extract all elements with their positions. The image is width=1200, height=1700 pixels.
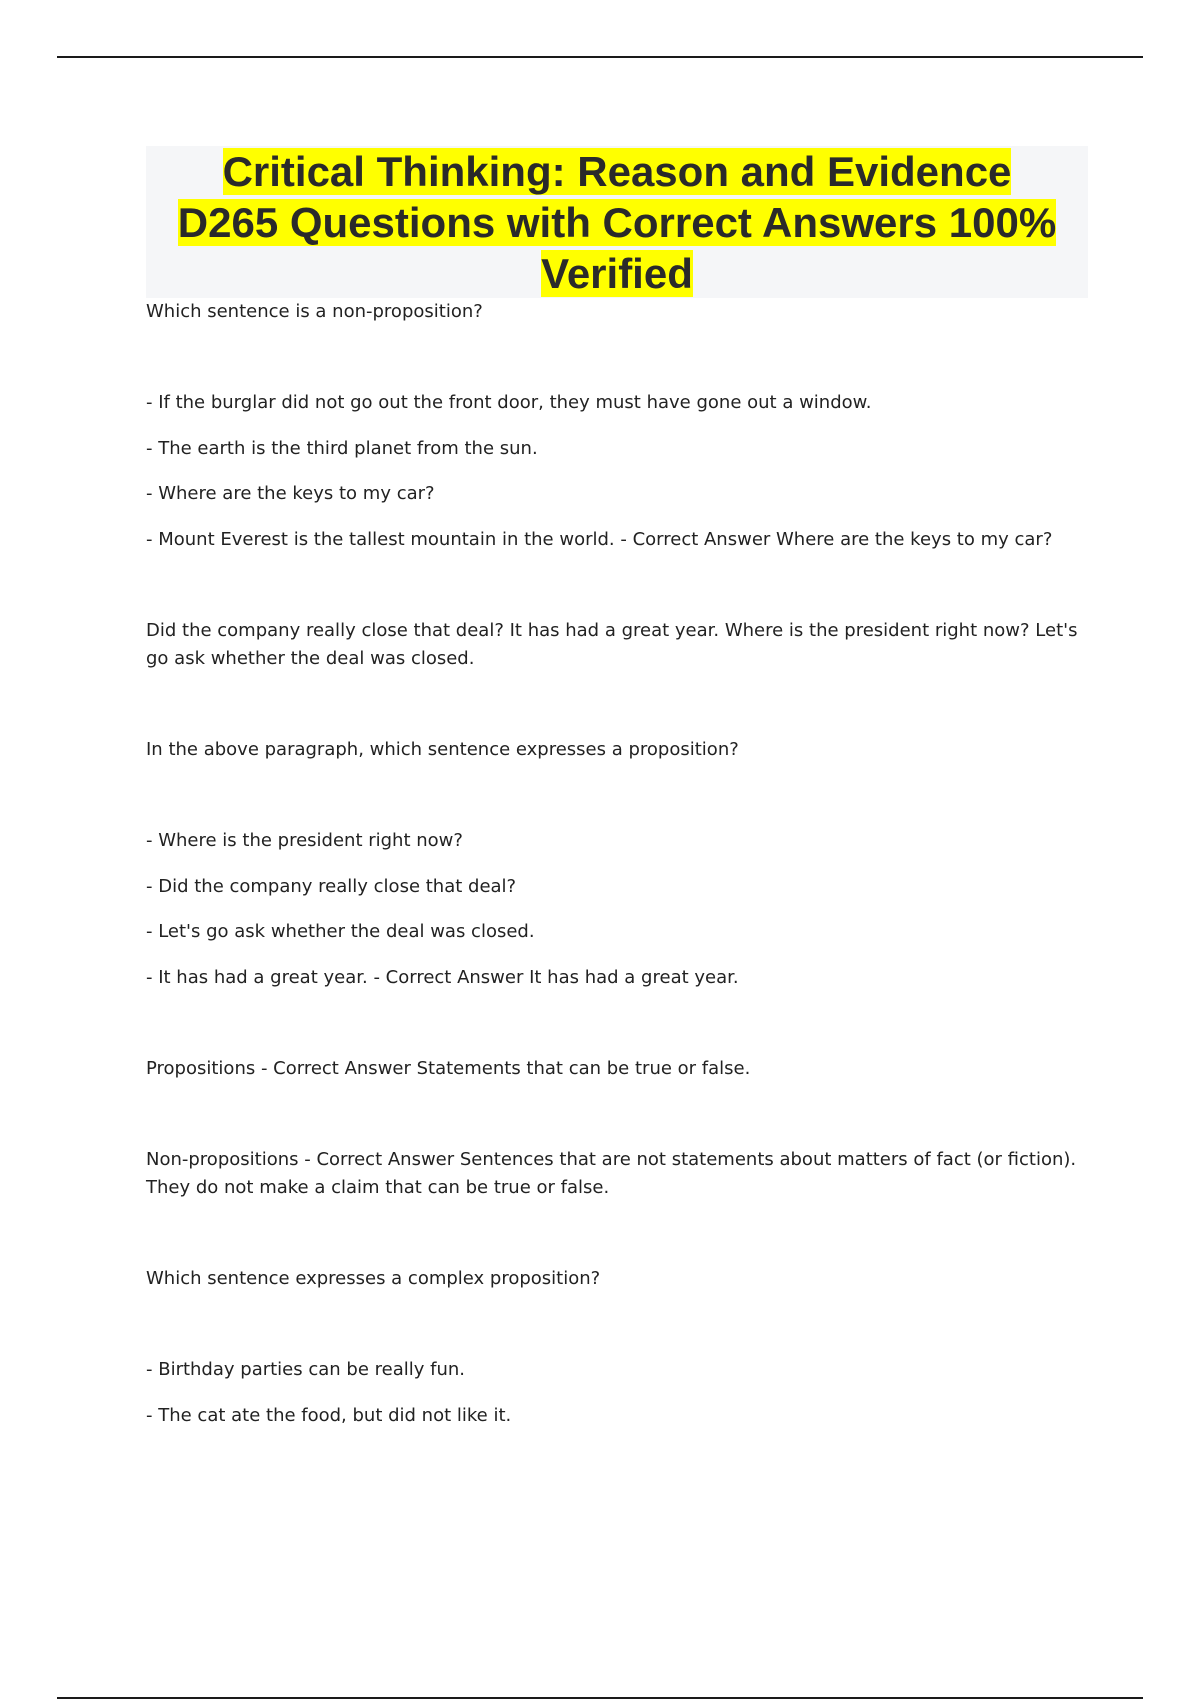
question-2-option-3: - Let's go ask whether the deal was closed.: [146, 921, 535, 942]
question-2-option-4-answer: - It has had a great year. - Correct Answer It has had a great year.: [146, 967, 739, 988]
question-1-prompt: Which sentence is a non-proposition?: [146, 301, 483, 322]
question-3-prompt: Which sentence expresses a complex proposition?: [146, 1268, 601, 1289]
top-rule: [57, 56, 1143, 58]
propositions-definition: Propositions - Correct Answer Statements that can be true or false.: [146, 1058, 751, 1079]
title-line-3: Verified: [541, 250, 693, 297]
question-1-option-2: - The earth is the third planet from the sun.: [146, 438, 538, 459]
question-1-option-4-answer: - Mount Everest is the tallest mountain in the world. - Correct Answer Where are the keys to my car?: [146, 529, 1053, 550]
document-title: [146, 146, 1088, 298]
question-2-paragraph: Did the company really close that deal? It has had a great year. Where is the president right now? Let's go ask whether the deal was closed.: [146, 620, 1078, 669]
question-2-option-2: - Did the company really close that deal?: [146, 876, 517, 897]
title-line-2: D265 Questions with Correct Answers 100%: [177, 199, 1057, 246]
question-3-option-1: - Birthday parties can be really fun.: [146, 1359, 465, 1380]
question-1-option-1: - If the burglar did not go out the front door, they must have gone out a window.: [146, 392, 872, 413]
bottom-rule: [57, 1697, 1143, 1699]
non-propositions-definition: Non-propositions - Correct Answer Sentences that are not statements about matters of fact (or fiction). They do not make a claim that can be true or false.: [146, 1149, 1077, 1198]
question-1-option-3: - Where are the keys to my car?: [146, 483, 435, 504]
question-2-option-1: - Where is the president right now?: [146, 830, 463, 851]
title-line-1: Critical Thinking: Reason and Evidence: [222, 148, 1012, 195]
question-3-option-2: - The cat ate the food, but did not like it.: [146, 1405, 512, 1426]
question-2-prompt: In the above paragraph, which sentence expresses a proposition?: [146, 739, 739, 760]
